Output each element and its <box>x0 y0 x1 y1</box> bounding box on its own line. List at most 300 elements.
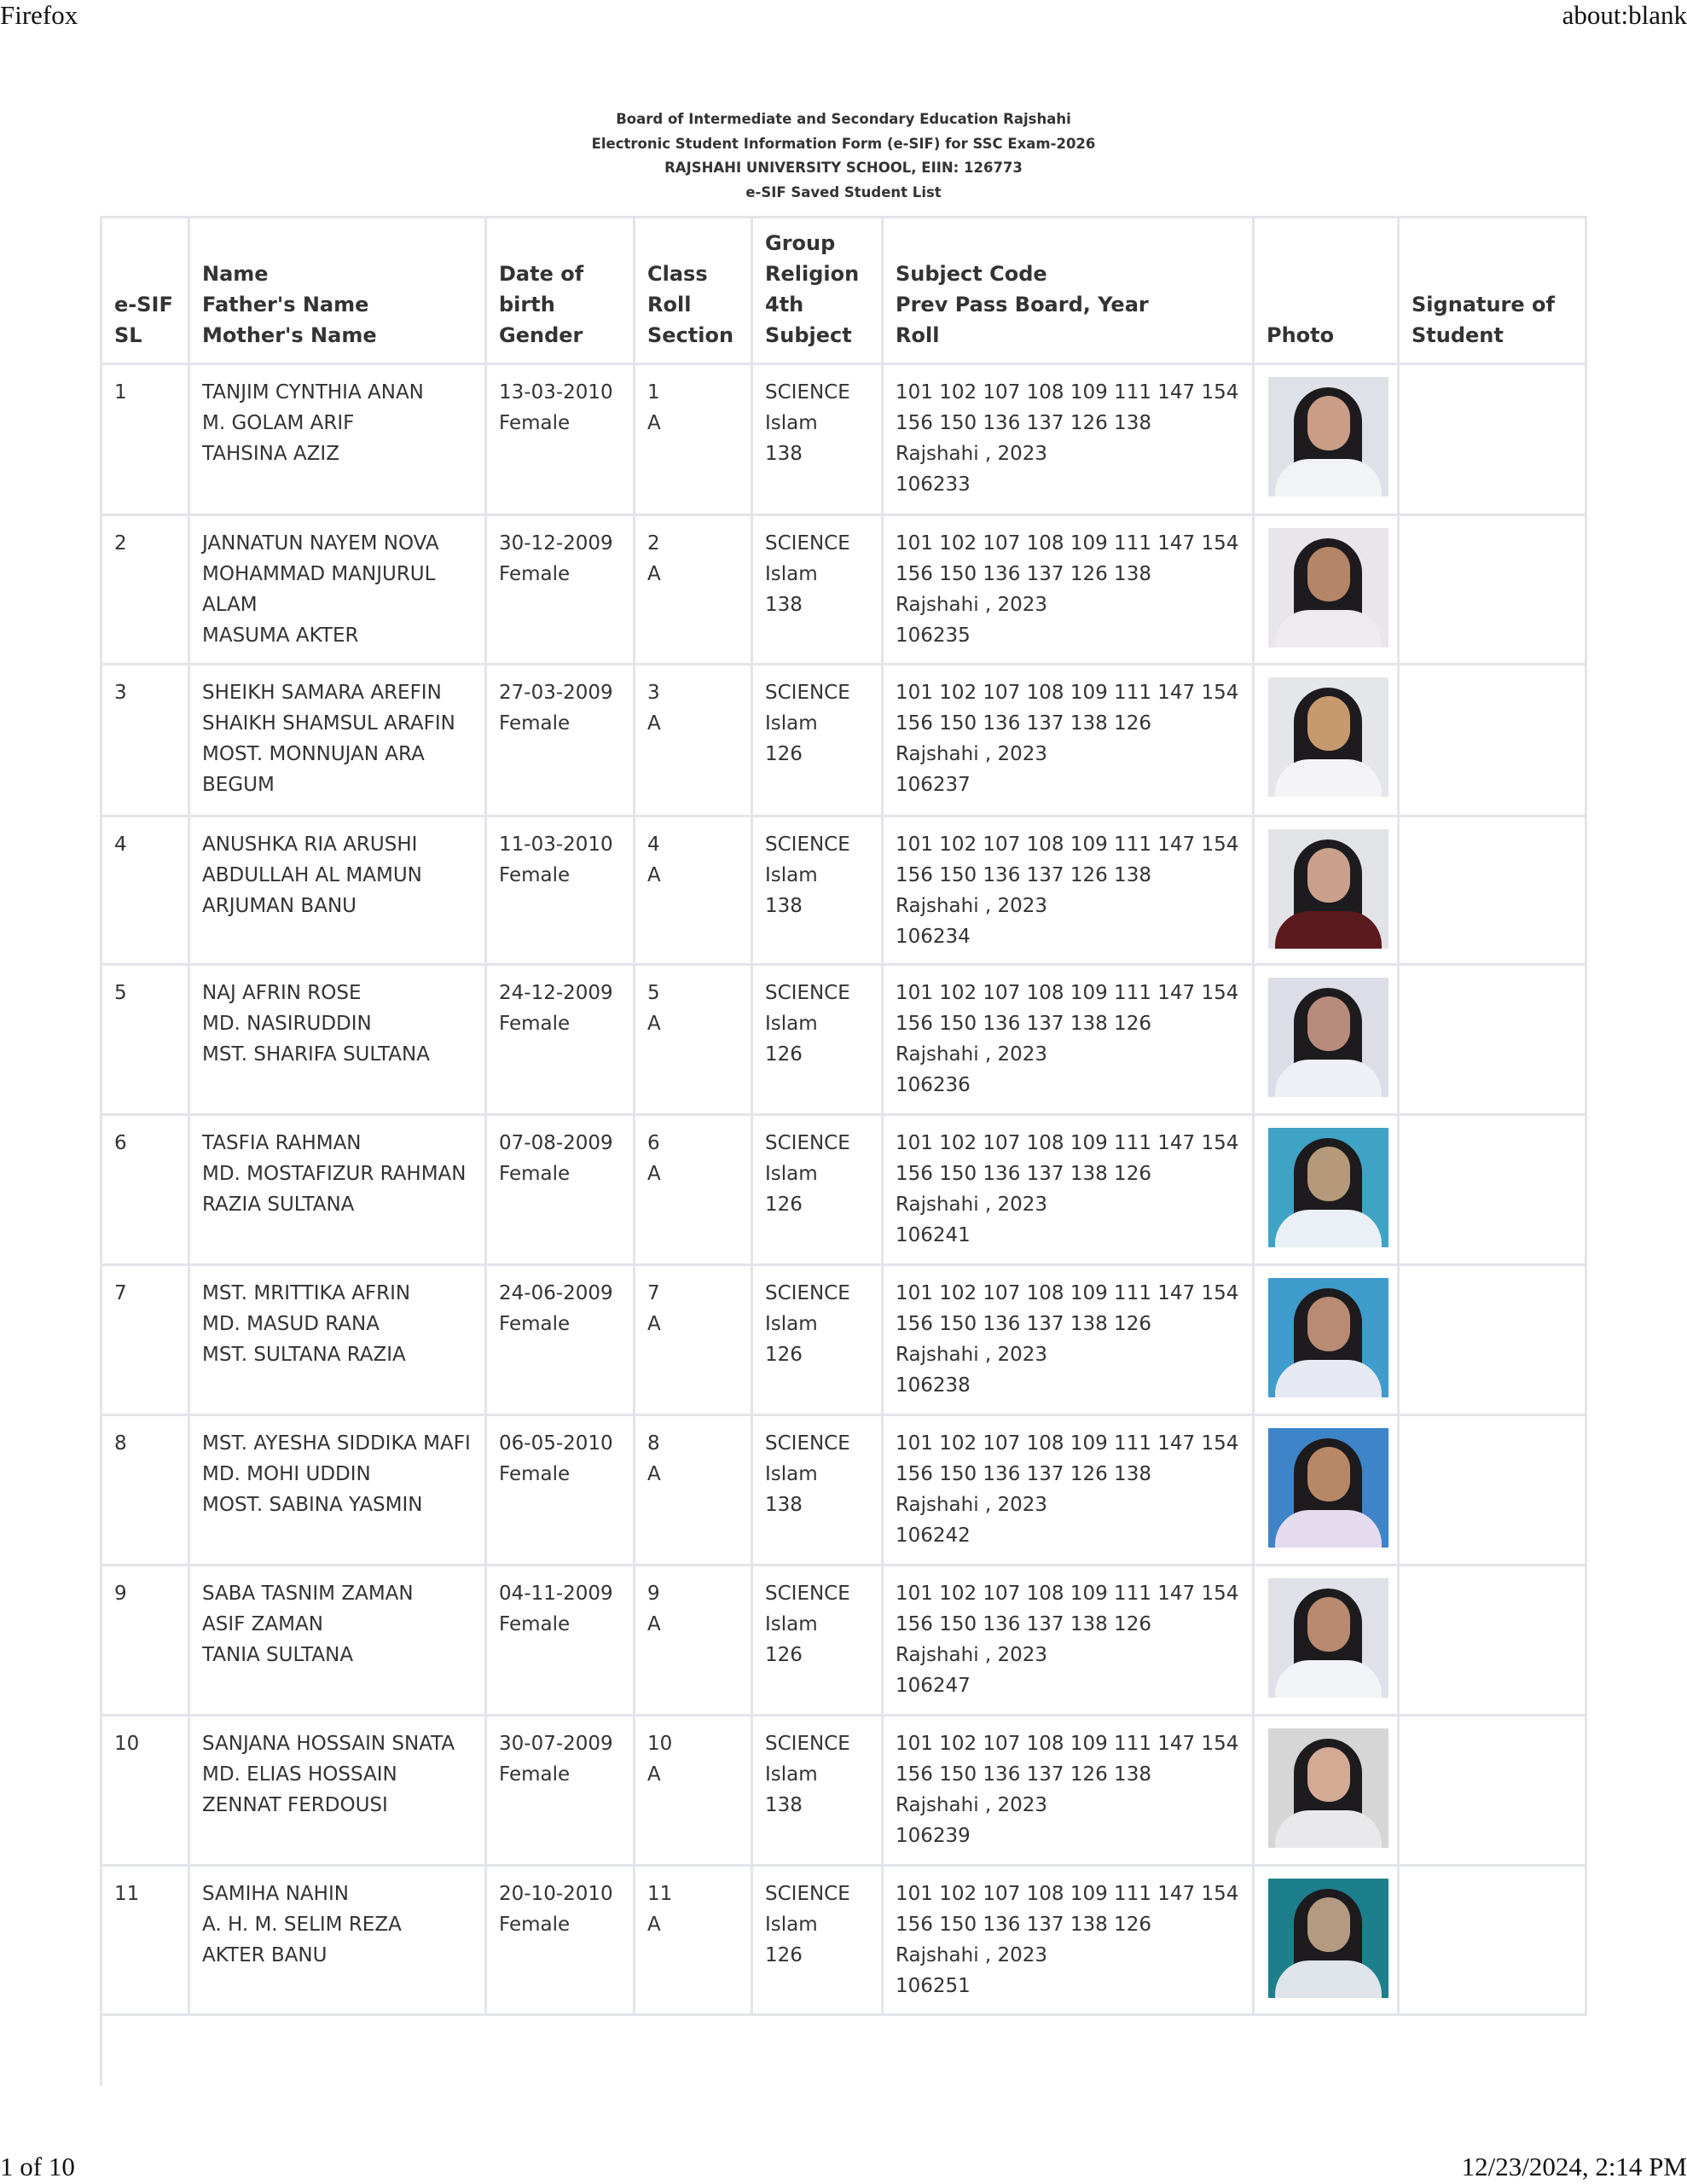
signature-cell <box>1397 365 1587 514</box>
esif-sl: 10 <box>114 1733 140 1755</box>
group-cell <box>751 365 881 514</box>
photo-cell <box>1252 1867 1397 2013</box>
table-row <box>100 365 1587 516</box>
class-roll: 7 <box>647 1282 660 1304</box>
religion: Islam <box>765 864 818 886</box>
mother-name: AKTER BANU <box>202 1944 328 1966</box>
subject-codes-line-2: 156 150 136 137 126 138 <box>896 412 1151 434</box>
photo-face-shape <box>1307 1597 1350 1652</box>
group: SCIENCE <box>765 532 850 555</box>
religion: Islam <box>765 1013 818 1035</box>
group-cell <box>751 1566 881 1714</box>
gender: Female <box>499 1914 571 1936</box>
subject-codes-line-1: 101 102 107 108 109 111 147 154 <box>896 381 1239 404</box>
names-cell <box>188 1116 484 1263</box>
subject-cell <box>881 1867 1252 2013</box>
prev-roll: 106233 <box>896 473 971 496</box>
group: SCIENCE <box>765 1883 850 1905</box>
prev-roll: 106234 <box>896 926 971 948</box>
header-photo <box>1252 218 1397 363</box>
class-roll: 2 <box>647 532 660 555</box>
section: A <box>647 1163 661 1185</box>
group: SCIENCE <box>765 834 850 856</box>
dob-cell <box>484 665 633 815</box>
group-cell <box>751 516 881 663</box>
photo-face-shape <box>1307 1297 1350 1351</box>
esif-sl: 1 <box>114 381 127 404</box>
dob-cell <box>484 1716 633 1864</box>
prev-roll: 106238 <box>896 1374 971 1397</box>
class-cell <box>633 1266 751 1414</box>
subject-codes-line-1: 101 102 107 108 109 111 147 154 <box>896 682 1239 704</box>
prev-pass-board-year: Rajshahi , 2023 <box>896 1944 1048 1966</box>
photo-body-shape <box>1275 610 1382 648</box>
father-name: MD. ELIAS HOSSAIN <box>202 1763 397 1786</box>
photo-body-shape <box>1275 1210 1382 1247</box>
photo-body-shape <box>1275 1360 1382 1397</box>
esif-sl: 9 <box>114 1583 127 1605</box>
gender: Female <box>499 1163 571 1185</box>
esif-sl: 6 <box>114 1132 127 1154</box>
table-row <box>100 1716 1587 1867</box>
sl-cell <box>100 1116 188 1263</box>
photo-body-shape <box>1275 1810 1382 1848</box>
father-name: ABDULLAH AL MAMUN <box>202 864 422 886</box>
browser-app-name: Firefox <box>0 0 78 30</box>
student-name: SHEIKH SAMARA AREFIN <box>202 682 442 704</box>
sl-cell <box>100 665 188 815</box>
student-photo <box>1268 377 1388 497</box>
subject-codes-line-2: 156 150 136 137 126 138 <box>896 1763 1151 1786</box>
prev-pass-board-year: Rajshahi , 2023 <box>896 743 1048 765</box>
fourth-subject: 126 <box>765 1644 803 1666</box>
esif-sl: 7 <box>114 1282 127 1304</box>
gender: Female <box>499 864 571 886</box>
signature-cell <box>1397 516 1587 663</box>
fourth-subject: 126 <box>765 743 803 765</box>
prev-pass-board-year: Rajshahi , 2023 <box>896 443 1048 465</box>
section: A <box>647 712 661 735</box>
father-name: MOHAMMAD MANJURUL ALAM <box>202 563 436 616</box>
header-line: Class <box>647 262 708 286</box>
subject-codes-line-2: 156 150 136 137 138 126 <box>896 1013 1151 1035</box>
board-title: Board of Intermediate and Secondary Education Rajshahi <box>616 111 1071 127</box>
photo-cell <box>1252 1266 1397 1414</box>
mother-name: RAZIA SULTANA <box>202 1194 355 1216</box>
header-line: Signature of <box>1412 293 1555 317</box>
section: A <box>647 1313 661 1335</box>
class-cell <box>633 966 751 1113</box>
names-cell <box>188 966 484 1113</box>
group: SCIENCE <box>765 1282 850 1304</box>
section: A <box>647 1463 661 1485</box>
header-line: Name <box>202 262 269 286</box>
subject-codes-line-2: 156 150 136 137 138 126 <box>896 1914 1151 1936</box>
student-name: ANUSHKA RIA ARUSHI <box>202 834 418 856</box>
class-roll: 11 <box>647 1883 673 1905</box>
subject-cell <box>881 365 1252 514</box>
dob-cell <box>484 1116 633 1263</box>
class-roll: 5 <box>647 982 660 1004</box>
religion: Islam <box>765 712 818 735</box>
fourth-subject: 126 <box>765 1194 803 1216</box>
names-cell <box>188 1716 484 1864</box>
class-roll: 9 <box>647 1583 660 1605</box>
class-roll: 3 <box>647 682 660 704</box>
photo-face-shape <box>1307 396 1350 450</box>
group: SCIENCE <box>765 1132 850 1154</box>
dob-cell <box>484 1416 633 1564</box>
subject-codes-line-2: 156 150 136 137 138 126 <box>896 1313 1151 1335</box>
prev-pass-board-year: Rajshahi , 2023 <box>896 1344 1048 1366</box>
dob-cell <box>484 365 633 514</box>
fourth-subject: 138 <box>765 443 803 465</box>
fourth-subject: 138 <box>765 895 803 917</box>
religion: Islam <box>765 412 818 434</box>
father-name: ASIF ZAMAN <box>202 1613 323 1635</box>
prev-roll: 106242 <box>896 1525 971 1547</box>
mother-name: TAHSINA AZIZ <box>202 443 339 465</box>
section: A <box>647 864 661 886</box>
date-of-birth: 04-11-2009 <box>499 1583 613 1605</box>
table-row <box>100 817 1587 966</box>
prev-pass-board-year: Rajshahi , 2023 <box>896 1494 1048 1516</box>
date-of-birth: 11-03-2010 <box>499 834 613 856</box>
header-line: Religion <box>765 262 860 286</box>
form-title: Electronic Student Information Form (e-SIF) for SSC Exam-2026 <box>591 135 1096 152</box>
religion: Islam <box>765 1163 818 1185</box>
mother-name: ZENNAT FERDOUSI <box>202 1794 388 1816</box>
photo-body-shape <box>1275 1660 1382 1698</box>
class-cell <box>633 817 751 963</box>
student-name: TANJIM CYNTHIA ANAN <box>202 381 424 404</box>
dob-cell <box>484 1566 633 1714</box>
page-indicator: 1 of 10 <box>0 2152 75 2181</box>
signature-cell <box>1397 1566 1587 1714</box>
fourth-subject: 126 <box>765 1344 803 1366</box>
table-row <box>100 1566 1587 1716</box>
gender: Female <box>499 712 571 735</box>
religion: Islam <box>765 563 818 585</box>
names-cell <box>188 516 484 663</box>
student-name: JANNATUN NAYEM NOVA <box>202 532 439 555</box>
student-name: MST. MRITTIKA AFRIN <box>202 1282 411 1304</box>
table-row <box>100 966 1587 1116</box>
gender: Female <box>499 1313 571 1335</box>
prev-pass-board-year: Rajshahi , 2023 <box>896 1644 1048 1666</box>
student-name: SANJANA HOSSAIN SNATA <box>202 1733 455 1755</box>
prev-pass-board-year: Rajshahi , 2023 <box>896 1043 1048 1066</box>
student-photo <box>1268 1578 1388 1698</box>
prev-roll: 106236 <box>896 1074 971 1096</box>
prev-pass-board-year: Rajshahi , 2023 <box>896 1794 1048 1816</box>
religion: Islam <box>765 1463 818 1485</box>
photo-cell <box>1252 1716 1397 1864</box>
class-cell <box>633 665 751 815</box>
class-cell <box>633 1566 751 1714</box>
table-row <box>100 1416 1587 1566</box>
header-line: Group <box>765 231 836 255</box>
sl-cell <box>100 1566 188 1714</box>
header-line: Section <box>647 323 734 347</box>
group: SCIENCE <box>765 682 850 704</box>
group-cell <box>751 1416 881 1564</box>
subject-codes-line-2: 156 150 136 137 126 138 <box>896 563 1151 585</box>
photo-face-shape <box>1307 1147 1350 1201</box>
mother-name: MOST. MONNUJAN ARA BEGUM <box>202 743 425 796</box>
subject-cell <box>881 1266 1252 1414</box>
prev-roll: 106247 <box>896 1675 971 1697</box>
header-line: SL <box>114 323 142 347</box>
mother-name: MST. SHARIFA SULTANA <box>202 1043 430 1066</box>
names-cell <box>188 1566 484 1714</box>
sl-cell <box>100 1416 188 1564</box>
photo-cell <box>1252 1116 1397 1263</box>
date-of-birth: 13-03-2010 <box>499 381 613 404</box>
gender: Female <box>499 1763 571 1786</box>
student-photo <box>1268 677 1388 797</box>
class-roll: 10 <box>647 1733 673 1755</box>
esif-sl: 5 <box>114 982 127 1004</box>
group-cell <box>751 1266 881 1414</box>
student-photo <box>1268 1728 1388 1848</box>
photo-face-shape <box>1307 696 1350 751</box>
mother-name: ARJUMAN BANU <box>202 895 357 917</box>
date-of-birth: 07-08-2009 <box>499 1132 613 1154</box>
religion: Islam <box>765 1613 818 1635</box>
table-row <box>100 1867 1587 2016</box>
names-cell <box>188 817 484 963</box>
student-photo <box>1268 1128 1388 1247</box>
header-group-religion-subject <box>751 218 881 363</box>
date-of-birth: 20-10-2010 <box>499 1883 613 1905</box>
gender: Female <box>499 412 571 434</box>
header-line: Date of <box>499 262 584 286</box>
class-roll: 6 <box>647 1132 660 1154</box>
names-cell <box>188 1867 484 2013</box>
student-name: TASFIA RAHMAN <box>202 1132 362 1154</box>
section: A <box>647 1013 661 1035</box>
subject-cell <box>881 665 1252 815</box>
prev-roll: 106241 <box>896 1224 971 1246</box>
table-header-row <box>100 216 1587 365</box>
esif-sl: 2 <box>114 532 127 555</box>
student-name: SABA TASNIM ZAMAN <box>202 1583 414 1605</box>
sl-cell <box>100 966 188 1113</box>
signature-cell <box>1397 966 1587 1113</box>
table-row <box>100 1116 1587 1266</box>
group: SCIENCE <box>765 1733 850 1755</box>
header-line: Roll <box>896 323 940 347</box>
group: SCIENCE <box>765 1583 850 1605</box>
photo-body-shape <box>1275 1510 1382 1548</box>
photo-body-shape <box>1275 1060 1382 1097</box>
prev-roll: 106235 <box>896 624 971 647</box>
section: A <box>647 412 661 434</box>
dob-cell <box>484 1867 633 2013</box>
header-subject-code-prev <box>881 218 1252 363</box>
esif-sl: 4 <box>114 834 127 856</box>
student-name: NAJ AFRIN ROSE <box>202 982 362 1004</box>
gender: Female <box>499 1013 571 1035</box>
subject-codes-line-2: 156 150 136 137 138 126 <box>896 1613 1151 1635</box>
student-name: SAMIHA NAHIN <box>202 1883 349 1905</box>
class-roll: 8 <box>647 1432 660 1455</box>
class-cell <box>633 1416 751 1564</box>
subject-codes-line-2: 156 150 136 137 126 138 <box>896 1463 1151 1485</box>
list-title: e-SIF Saved Student List <box>745 183 942 200</box>
fourth-subject: 138 <box>765 594 803 616</box>
group-cell <box>751 817 881 963</box>
subject-codes-line-2: 156 150 136 137 126 138 <box>896 864 1151 886</box>
student-photo <box>1268 1879 1388 1998</box>
father-name: SHAIKH SHAMSUL ARAFIN <box>202 712 455 735</box>
photo-body-shape <box>1275 459 1382 497</box>
group: SCIENCE <box>765 982 850 1004</box>
date-of-birth: 24-12-2009 <box>499 982 613 1004</box>
header-esif-sl <box>100 218 188 363</box>
date-of-birth: 30-12-2009 <box>499 532 613 555</box>
fourth-subject: 126 <box>765 1043 803 1066</box>
class-roll: 1 <box>647 381 660 404</box>
student-photo <box>1268 829 1388 949</box>
photo-face-shape <box>1307 1747 1350 1802</box>
signature-cell <box>1397 1416 1587 1564</box>
group-cell <box>751 1867 881 2013</box>
student-photo <box>1268 1278 1388 1397</box>
sl-cell <box>100 365 188 514</box>
subject-codes-line-2: 156 150 136 137 138 126 <box>896 1163 1151 1185</box>
mother-name: MASUMA AKTER <box>202 624 359 647</box>
sl-cell <box>100 1867 188 2013</box>
table-continuation-border <box>100 2016 102 2086</box>
names-cell <box>188 665 484 815</box>
header-line: birth <box>499 293 555 317</box>
group-cell <box>751 1716 881 1864</box>
subject-codes-line-1: 101 102 107 108 109 111 147 154 <box>896 1132 1239 1154</box>
esif-sl: 3 <box>114 682 127 704</box>
header-class-roll-section <box>633 218 751 363</box>
table-row <box>100 1266 1587 1416</box>
table-row <box>100 516 1587 665</box>
signature-cell <box>1397 665 1587 815</box>
gender: Female <box>499 563 571 585</box>
photo-cell <box>1252 966 1397 1113</box>
subject-cell <box>881 966 1252 1113</box>
prev-pass-board-year: Rajshahi , 2023 <box>896 1194 1048 1216</box>
religion: Islam <box>765 1313 818 1335</box>
student-photo <box>1268 528 1388 648</box>
photo-cell <box>1252 665 1397 815</box>
subject-codes-line-1: 101 102 107 108 109 111 147 154 <box>896 1583 1239 1605</box>
class-cell <box>633 365 751 514</box>
class-cell <box>633 1867 751 2013</box>
header-line: Prev Pass Board, Year <box>896 293 1149 317</box>
date-of-birth: 06-05-2010 <box>499 1432 613 1455</box>
date-of-birth: 30-07-2009 <box>499 1733 613 1755</box>
section: A <box>647 1914 661 1936</box>
photo-face-shape <box>1307 996 1350 1051</box>
prev-pass-board-year: Rajshahi , 2023 <box>896 594 1048 616</box>
header-signature <box>1397 218 1587 363</box>
photo-cell <box>1252 1566 1397 1714</box>
sl-cell <box>100 1716 188 1864</box>
signature-cell <box>1397 1116 1587 1263</box>
photo-cell <box>1252 1416 1397 1564</box>
class-cell <box>633 516 751 663</box>
subject-codes-line-1: 101 102 107 108 109 111 147 154 <box>896 1733 1239 1755</box>
section: A <box>647 1763 661 1786</box>
fourth-subject: 138 <box>765 1494 803 1516</box>
mother-name: MOST. SABINA YASMIN <box>202 1494 423 1516</box>
photo-body-shape <box>1275 1960 1382 1998</box>
father-name: MD. MOHI UDDIN <box>202 1463 371 1485</box>
print-timestamp: 12/23/2024, 2:14 PM <box>1461 2152 1687 2181</box>
group: SCIENCE <box>765 1432 850 1455</box>
gender: Female <box>499 1463 571 1485</box>
header-line: Subject Code <box>896 262 1047 286</box>
prev-pass-board-year: Rajshahi , 2023 <box>896 895 1048 917</box>
photo-body-shape <box>1275 911 1382 949</box>
student-photo <box>1268 1428 1388 1548</box>
subject-codes-line-1: 101 102 107 108 109 111 147 154 <box>896 982 1239 1004</box>
school-title: RAJSHAHI UNIVERSITY SCHOOL, EIIN: 126773 <box>664 160 1023 176</box>
group-cell <box>751 665 881 815</box>
photo-cell <box>1252 365 1397 514</box>
religion: Islam <box>765 1914 818 1936</box>
father-name: MD. MASUD RANA <box>202 1313 380 1335</box>
subject-codes-line-1: 101 102 107 108 109 111 147 154 <box>896 1432 1239 1455</box>
photo-cell <box>1252 817 1397 963</box>
dob-cell <box>484 966 633 1113</box>
subject-codes-line-1: 101 102 107 108 109 111 147 154 <box>896 532 1239 555</box>
signature-cell <box>1397 817 1587 963</box>
class-cell <box>633 1716 751 1864</box>
header-line: Father's Name <box>202 293 369 317</box>
father-name: MD. NASIRUDDIN <box>202 1013 372 1035</box>
header-line: Photo <box>1267 323 1335 347</box>
dob-cell <box>484 516 633 663</box>
mother-name: TANIA SULTANA <box>202 1644 354 1666</box>
class-roll: 4 <box>647 834 660 856</box>
signature-cell <box>1397 1266 1587 1414</box>
group-cell <box>751 966 881 1113</box>
photo-cell <box>1252 516 1397 663</box>
date-of-birth: 27-03-2009 <box>499 682 613 704</box>
signature-cell <box>1397 1716 1587 1864</box>
prev-roll: 106237 <box>896 774 971 796</box>
names-cell <box>188 365 484 514</box>
father-name: M. GOLAM ARIF <box>202 412 355 434</box>
esif-sl: 8 <box>114 1432 127 1455</box>
fourth-subject: 138 <box>765 1794 803 1816</box>
subject-cell <box>881 817 1252 963</box>
class-cell <box>633 1116 751 1263</box>
subject-codes-line-1: 101 102 107 108 109 111 147 154 <box>896 1282 1239 1304</box>
photo-face-shape <box>1307 1447 1350 1502</box>
section: A <box>647 1613 661 1635</box>
header-dob-gender <box>484 218 633 363</box>
signature-cell <box>1397 1867 1587 2013</box>
section: A <box>647 563 661 585</box>
subject-cell <box>881 1116 1252 1263</box>
esif-sl: 11 <box>114 1883 140 1905</box>
dob-cell <box>484 1266 633 1414</box>
subject-cell <box>881 516 1252 663</box>
prev-roll: 106251 <box>896 1975 971 1997</box>
gender: Female <box>499 1613 571 1635</box>
subject-cell <box>881 1566 1252 1714</box>
